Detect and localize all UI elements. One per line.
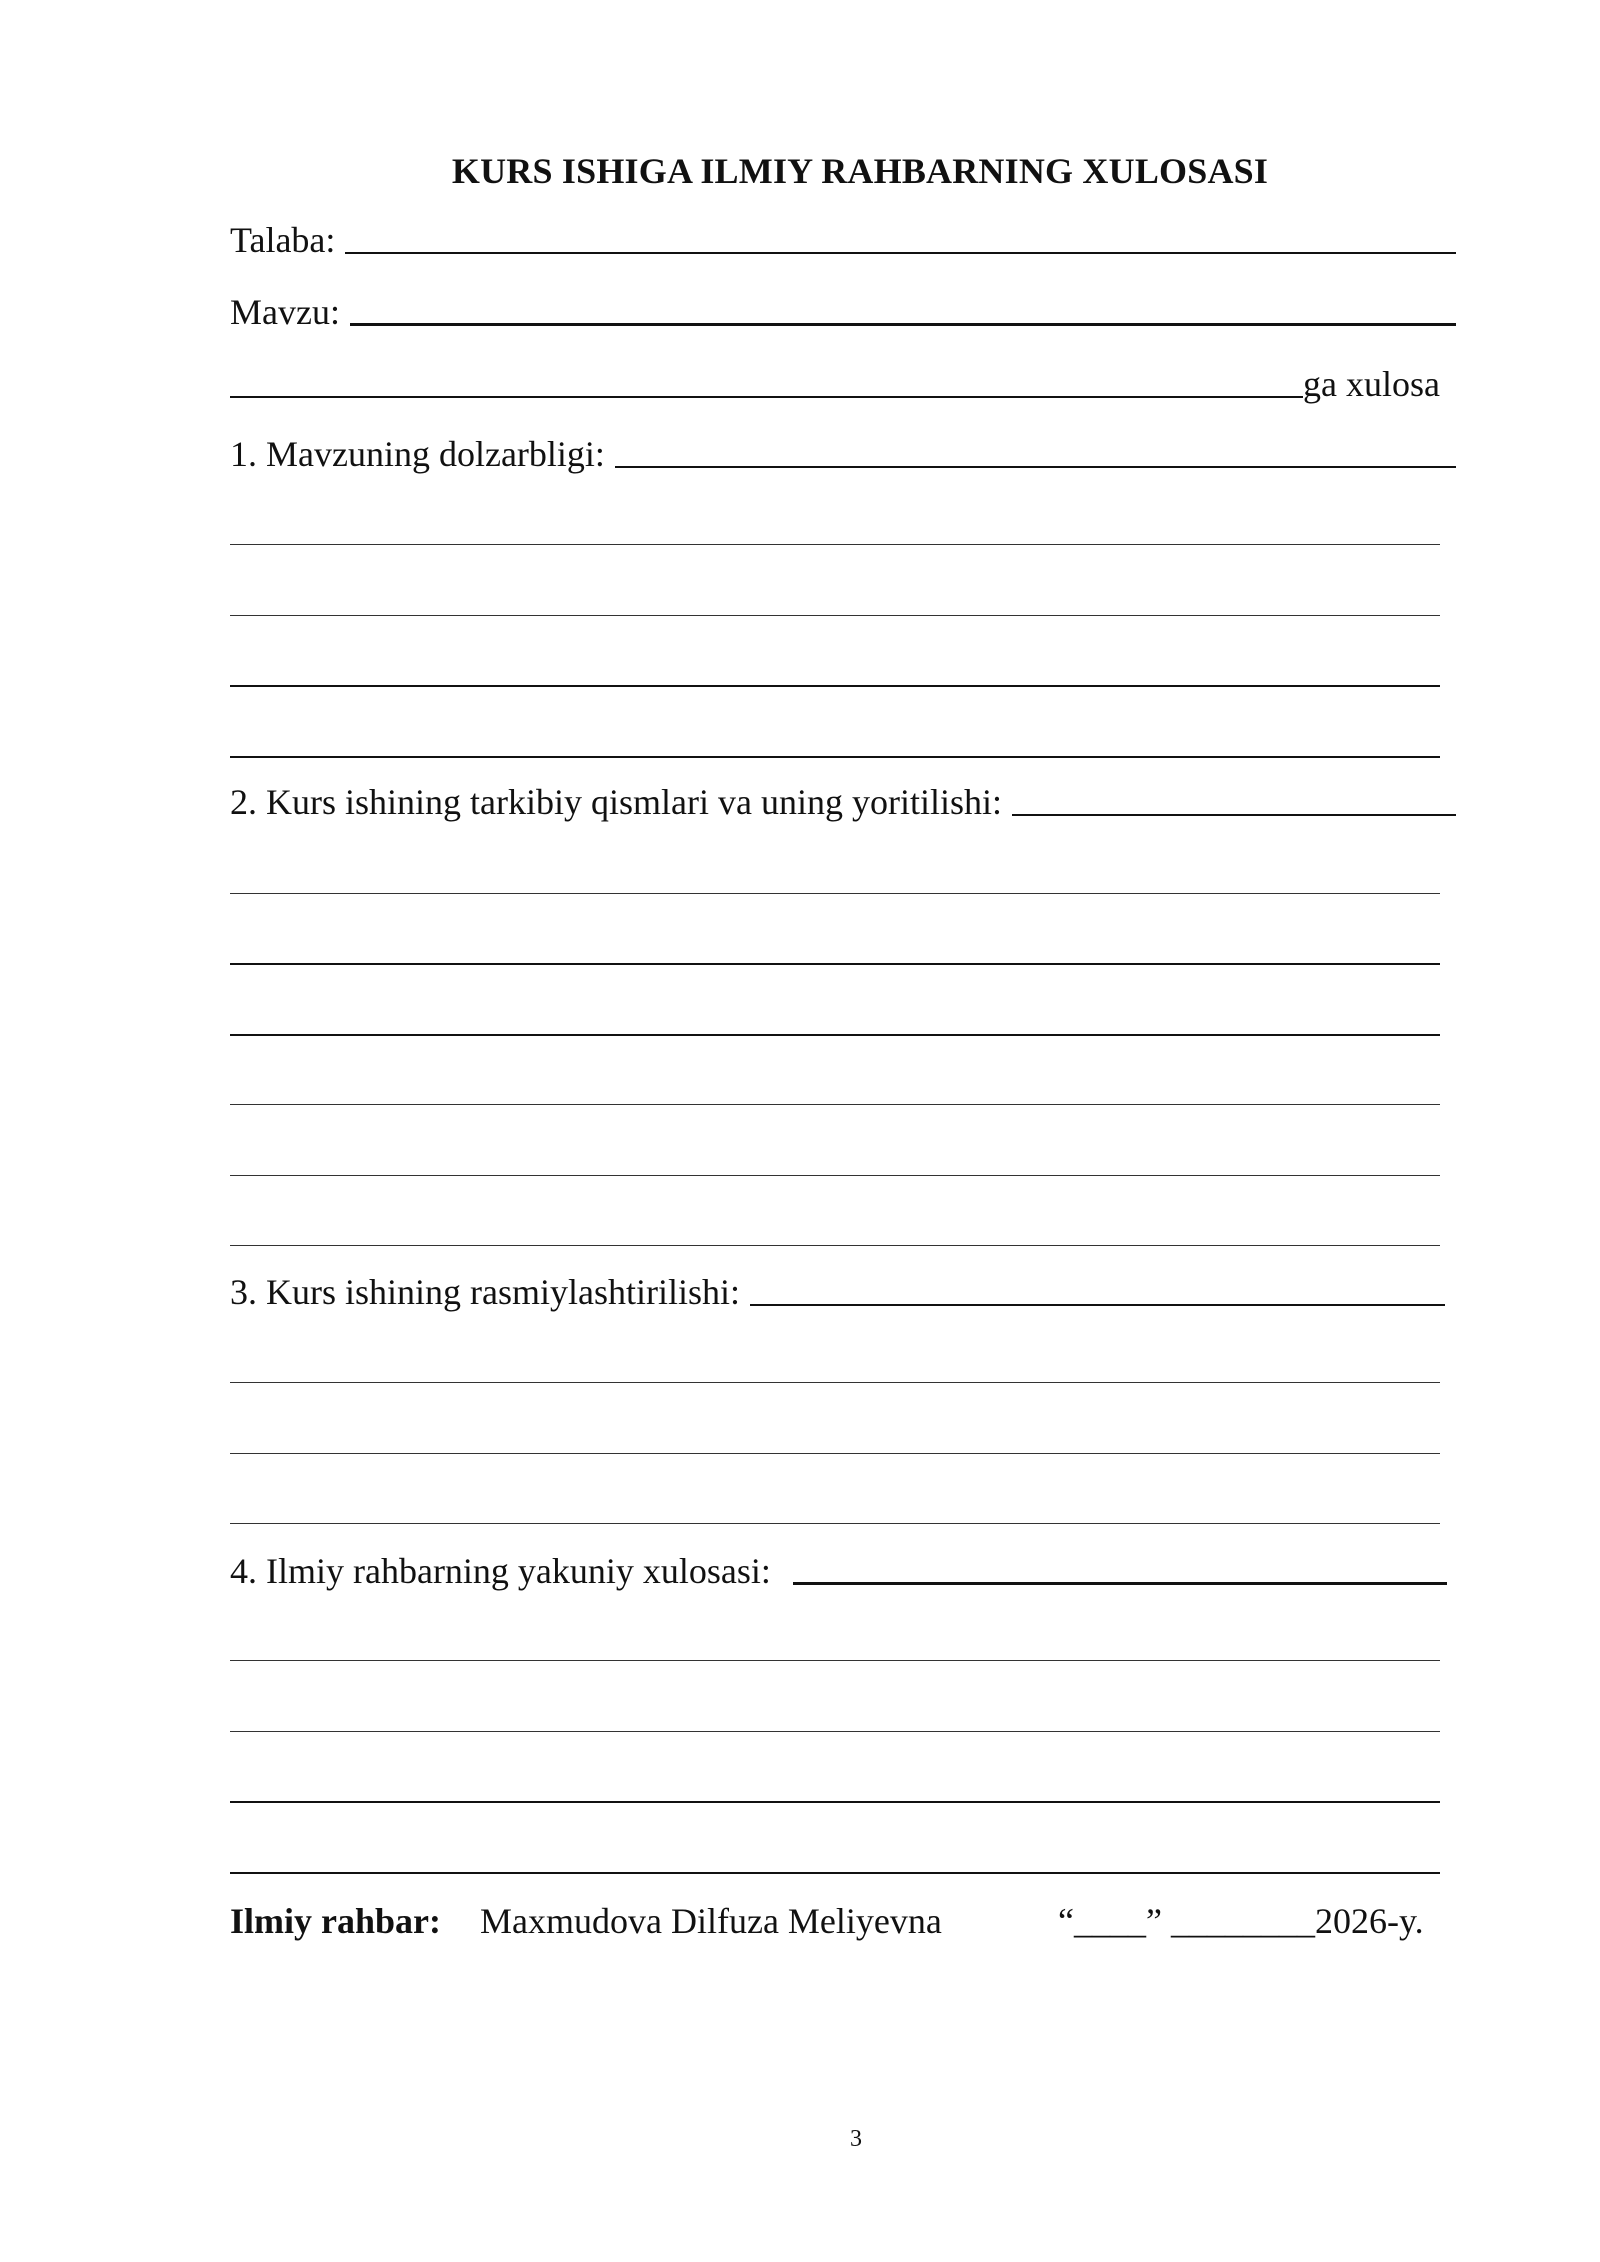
section-1-line-2[interactable] [230,615,1440,616]
mavzu-row [230,294,1456,330]
section-2-line-6[interactable] [230,1245,1440,1246]
section-1-row [230,436,1456,472]
section-1-blank-line[interactable] [615,466,1456,468]
section-2-line-1[interactable] [230,893,1440,894]
section-3-label: 3. Kurs ishining rasmiylashtirilishi: [230,1272,740,1312]
form-title: KURS ISHIGA ILMIY RAHBARNING XULOSASI [451,151,1269,191]
section-1-line-1[interactable] [230,544,1440,545]
xulosa-blank-line[interactable] [230,396,1303,398]
section-3-row [230,1274,1445,1310]
section-4-line-3[interactable] [230,1801,1440,1803]
section-4-line-1[interactable] [230,1660,1440,1661]
section-2-blank-line[interactable] [1012,814,1456,816]
section-3-line-1[interactable] [230,1382,1440,1383]
signature-date: “____” ________2026-y. [1058,1901,1424,1941]
section-3-line-3[interactable] [230,1523,1440,1524]
section-4-line-4[interactable] [230,1872,1440,1874]
section-2-line-5[interactable] [230,1175,1440,1176]
section-1-line-3[interactable] [230,685,1440,687]
xulosa-suffix: ga xulosa [1303,364,1440,404]
section-4-row [230,1553,1447,1589]
page-number: 3 [850,2126,862,2152]
mavzu-blank-line[interactable] [350,323,1456,326]
section-1-label: 1. Mavzuning dolzarbligi: [230,434,605,474]
section-4-line-2[interactable] [230,1731,1440,1732]
talaba-row [230,222,1456,258]
section-2-label: 2. Kurs ishining tarkibiy qismlari va uning yoritilishi: [230,782,1002,822]
supervisor-name: Maxmudova Dilfuza Meliyevna [480,1901,942,1941]
section-2-line-3[interactable] [230,1034,1440,1036]
mavzu-label: Mavzu: [230,292,340,332]
section-4-label: 4. Ilmiy rahbarning yakuniy xulosasi: [230,1551,771,1591]
section-3-line-2[interactable] [230,1453,1440,1454]
section-2-line-4[interactable] [230,1104,1440,1105]
talaba-label: Talaba: [230,220,336,260]
signature-label: Ilmiy rahbar: [230,1901,441,1941]
talaba-blank-line[interactable] [345,252,1456,254]
section-1-line-4[interactable] [230,756,1440,758]
xulosa-row [230,366,1440,402]
section-2-line-2[interactable] [230,963,1440,965]
section-3-blank-line[interactable] [750,1304,1445,1306]
section-2-row [230,784,1456,820]
section-4-blank-line[interactable] [793,1582,1447,1585]
